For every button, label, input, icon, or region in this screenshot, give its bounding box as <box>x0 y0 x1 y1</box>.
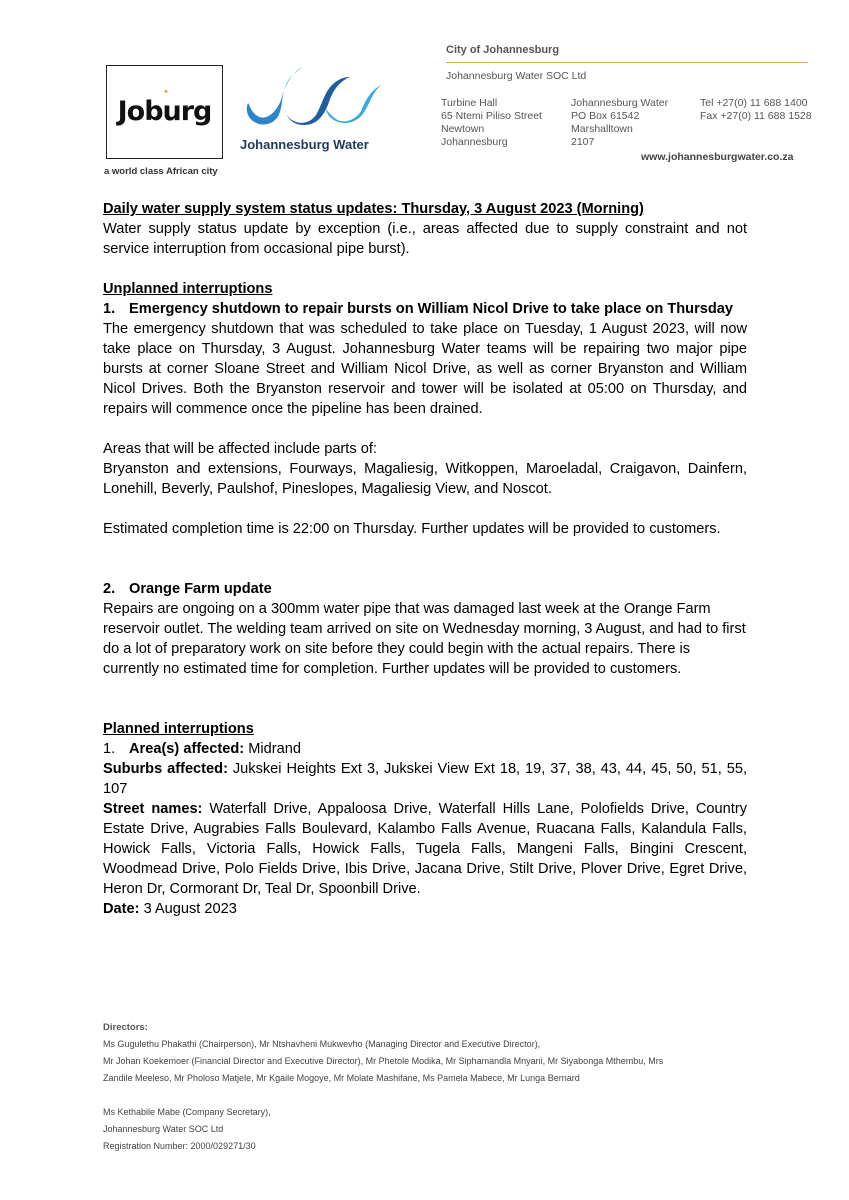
joburg-logo <box>106 65 223 159</box>
website-link[interactable]: www.johannesburgwater.co.za <box>641 151 794 163</box>
directors-line: Zandile Meeleso, Mr Pholoso Matjele, Mr Kgaile Mogoye, Mr Molate Mashifane, Ms Pamela Mabece, Mr Lunga Bernard <box>103 1073 580 1083</box>
planned-date <box>103 899 747 919</box>
registration-number: Registration Number: 2000/029271/30 <box>103 1141 256 1151</box>
joburg-logo-text: Joburg <box>117 96 212 127</box>
address-line: PO Box 61542 <box>571 110 640 122</box>
company-name: Johannesburg Water SOC Ltd <box>446 70 587 82</box>
item1-areas-label: Areas that will be affected include parts of: <box>103 441 377 457</box>
date-value: 3 August 2023 <box>143 901 237 917</box>
item2-number: 2. <box>103 581 116 597</box>
address-line: Newtown <box>441 123 485 135</box>
city-name: City of Johannesburg <box>446 44 560 56</box>
item1-number: 1. <box>103 301 116 317</box>
secretary-line: Johannesburg Water SOC Ltd <box>103 1124 224 1134</box>
item1-completion: Estimated completion time is 22:00 on Thursday. Further updates will be provided to customers. <box>103 521 721 537</box>
suburbs-label: Suburbs affected: <box>103 761 228 777</box>
planned-area <box>103 739 747 759</box>
jw-logo-text: Johannesburg Water <box>240 137 369 152</box>
item2-heading <box>103 579 747 599</box>
directors-label: Directors: <box>103 1022 148 1033</box>
postal-address <box>571 97 668 149</box>
directors-block <box>103 1019 663 1087</box>
document-title: Daily water supply system status updates: Thursday, 3 August 2023 (Morning) <box>103 201 644 217</box>
item1-heading <box>103 299 747 319</box>
address-line: 65 Ntemi Piliso Street <box>441 110 542 122</box>
planned-item-number: 1. <box>103 741 116 757</box>
johannesburg-water-logo-icon <box>240 63 390 135</box>
tel-number: Tel +27(0) 11 688 1400 <box>700 97 808 109</box>
secretary-line: Ms Kethabile Mabe (Company Secretary), <box>103 1107 271 1117</box>
item1-title: Emergency shutdown to repair bursts on William Nicol Drive to take place on Thursday <box>129 301 734 317</box>
contact-numbers <box>700 97 812 123</box>
item1-body: The emergency shutdown that was scheduled to take place on Tuesday, 1 August 2023, will now take place on Thursday, 3 August. Johannesburg Water teams will be repairing two major pipe bursts at corner Sloane Street and William Nicol Drive, as well as corner Bryanston and William Nicol Drives. Both the Bryanston reservoir and tower will be isolated at 05:00 on Thursday, and repairs will commence once the pipeline has been drained. <box>103 321 747 417</box>
intro-paragraph: Water supply status update by exception (i.e., areas affected due to supply constraint and not service interruption from occasional pipe burst). <box>103 221 747 257</box>
document-body <box>103 199 747 919</box>
unplanned-heading: Unplanned interruptions <box>103 281 273 297</box>
address-line: 2107 <box>571 136 595 148</box>
item2-body: Repairs are ongoing on a 300mm water pipe that was damaged last week at the Orange Farm reservoir outlet. The welding team arrived on site on Wednesday morning, 3 August, and had to first do a lot of preparatory work on site before they could begin with the actual repairs. There is currently no estimated time for completion. Further updates will be provided to customers. <box>103 601 746 677</box>
streets-label: Street names: <box>103 801 203 817</box>
area-label: Area(s) affected: <box>129 741 245 757</box>
directors-line: Mr Johan Koekemoer (Financial Director and Executive Director), Mr Phetole Modika, Mr Siphamandla Mnyani, Mr Siyabonga Mthembu, Mrs <box>103 1056 664 1066</box>
joburg-tagline: a world class African city <box>104 166 218 177</box>
address-line: Johannesburg Water <box>571 97 669 109</box>
planned-heading: Planned interruptions <box>103 721 254 737</box>
date-label: Date: <box>103 901 140 917</box>
fax-number: Fax +27(0) 11 688 1528 <box>700 110 812 122</box>
address-line: Turbine Hall <box>441 97 498 109</box>
address-line: Johannesburg <box>441 136 508 148</box>
physical-address <box>441 97 542 149</box>
torch-icon <box>159 88 173 102</box>
item2-title: Orange Farm update <box>129 581 272 597</box>
suburbs-value: Jukskei Heights Ext 3, Jukskei View Ext 18, 19, 37, 38, 43, 44, 45, 50, 51, 55, 107 <box>103 761 747 797</box>
secretary-block <box>103 1104 271 1155</box>
planned-suburbs <box>103 759 747 799</box>
planned-streets <box>103 799 747 899</box>
address-line: Marshalltown <box>571 123 633 135</box>
streets-value: Waterfall Drive, Appaloosa Drive, Waterfall Hills Lane, Polofields Drive, Country Estate Drive, Augrabies Falls Boulevard, Kalambo Falls Avenue, Ruacana Falls, Kalandula Falls, Howick Falls, Victoria Falls, Howick Falls, Tugela Falls, Mangeni Falls, Bingini Crescent, Woodmead Drive, Polo Fields Drive, Ibis Drive, Jacana Drive, Stilt Drive, Plover Drive, Egret Drive, Heron Dr, Cormorant Dr, Teal Dr, Spoonbill Drive. <box>103 801 747 897</box>
directors-line: Ms Gugulethu Phakathi (Chairperson), Mr Ntshavheni Mukwevho (Managing Director and Executive Director), <box>103 1039 541 1049</box>
area-value: Midrand <box>248 741 301 757</box>
item1-areas: Bryanston and extensions, Fourways, Magaliesig, Witkoppen, Maroeladal, Craigavon, Dainfern, Lonehill, Beverly, Paulshof, Pineslopes, Magaliesig View, and Noscot. <box>103 461 747 497</box>
header-divider <box>446 62 808 63</box>
